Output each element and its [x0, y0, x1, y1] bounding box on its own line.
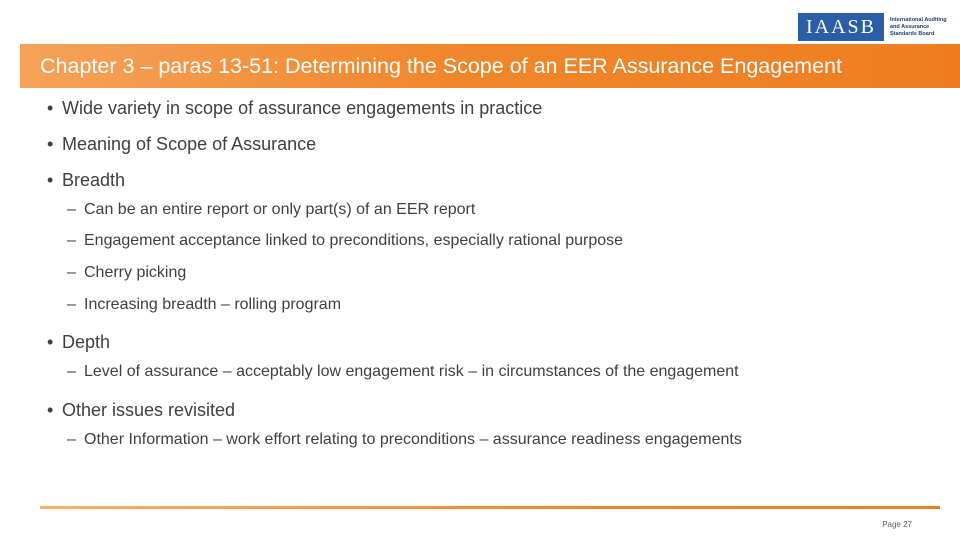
logo-mark: IAASB: [798, 13, 884, 41]
slide-title: Chapter 3 – paras 13-51: Determining the Scope of an EER Assurance Engagement: [40, 53, 842, 78]
bullet-text: Wide variety in scope of assurance engagements in practice: [62, 98, 543, 118]
logo-line-3: Standards Board: [890, 30, 935, 37]
bullet-icon: •: [47, 98, 54, 118]
bullet-text: Depth: [62, 332, 111, 352]
bullet-item: [47, 332, 110, 353]
sub-bullet-text: Can be an entire report or only part(s) of an EER report: [84, 201, 476, 218]
sub-bullet-text: Engagement acceptance linked to preconditions, especially rational purpose: [84, 232, 624, 249]
dash-icon: –: [67, 431, 76, 448]
bullet-item: [47, 98, 542, 119]
dash-icon: –: [67, 296, 76, 313]
sub-bullet-item: [67, 232, 623, 250]
dash-icon: –: [67, 201, 76, 218]
sub-bullet-text: Other Information – work effort relating to preconditions – assurance readiness engagements: [84, 431, 742, 448]
sub-bullet-text: Increasing breadth – rolling program: [84, 296, 342, 313]
sub-bullet-text: Cherry picking: [84, 264, 187, 281]
iaasb-logo: [798, 10, 952, 44]
bullet-text: Meaning of Scope of Assurance: [62, 134, 317, 154]
title-bar: [20, 44, 960, 88]
dash-icon: –: [67, 264, 76, 281]
sub-bullet-text: Level of assurance – acceptably low engagement risk – in circumstances of the engagement: [84, 363, 739, 380]
dash-icon: –: [67, 232, 76, 249]
dash-icon: –: [67, 363, 76, 380]
bullet-item: [47, 170, 125, 191]
logo-line-2: and Assurance: [890, 23, 930, 30]
bullet-text: Breadth: [62, 170, 126, 190]
bullet-icon: •: [47, 400, 54, 420]
logo-text: [890, 17, 952, 38]
sub-bullet-item: [67, 264, 186, 282]
sub-bullet-item: [67, 296, 341, 314]
bullet-icon: •: [47, 332, 54, 352]
sub-bullet-item: [67, 201, 475, 219]
sub-bullet-item: [67, 363, 739, 381]
bullet-item: [47, 134, 316, 155]
bullet-icon: •: [47, 134, 54, 154]
footer-divider: [40, 506, 940, 509]
page-number: Page 27: [882, 520, 912, 529]
sub-bullet-item: [67, 431, 742, 449]
bullet-item: [47, 400, 235, 421]
bullet-icon: •: [47, 170, 54, 190]
logo-line-1: International Auditing: [890, 16, 947, 23]
bullet-text: Other issues revisited: [62, 400, 236, 420]
